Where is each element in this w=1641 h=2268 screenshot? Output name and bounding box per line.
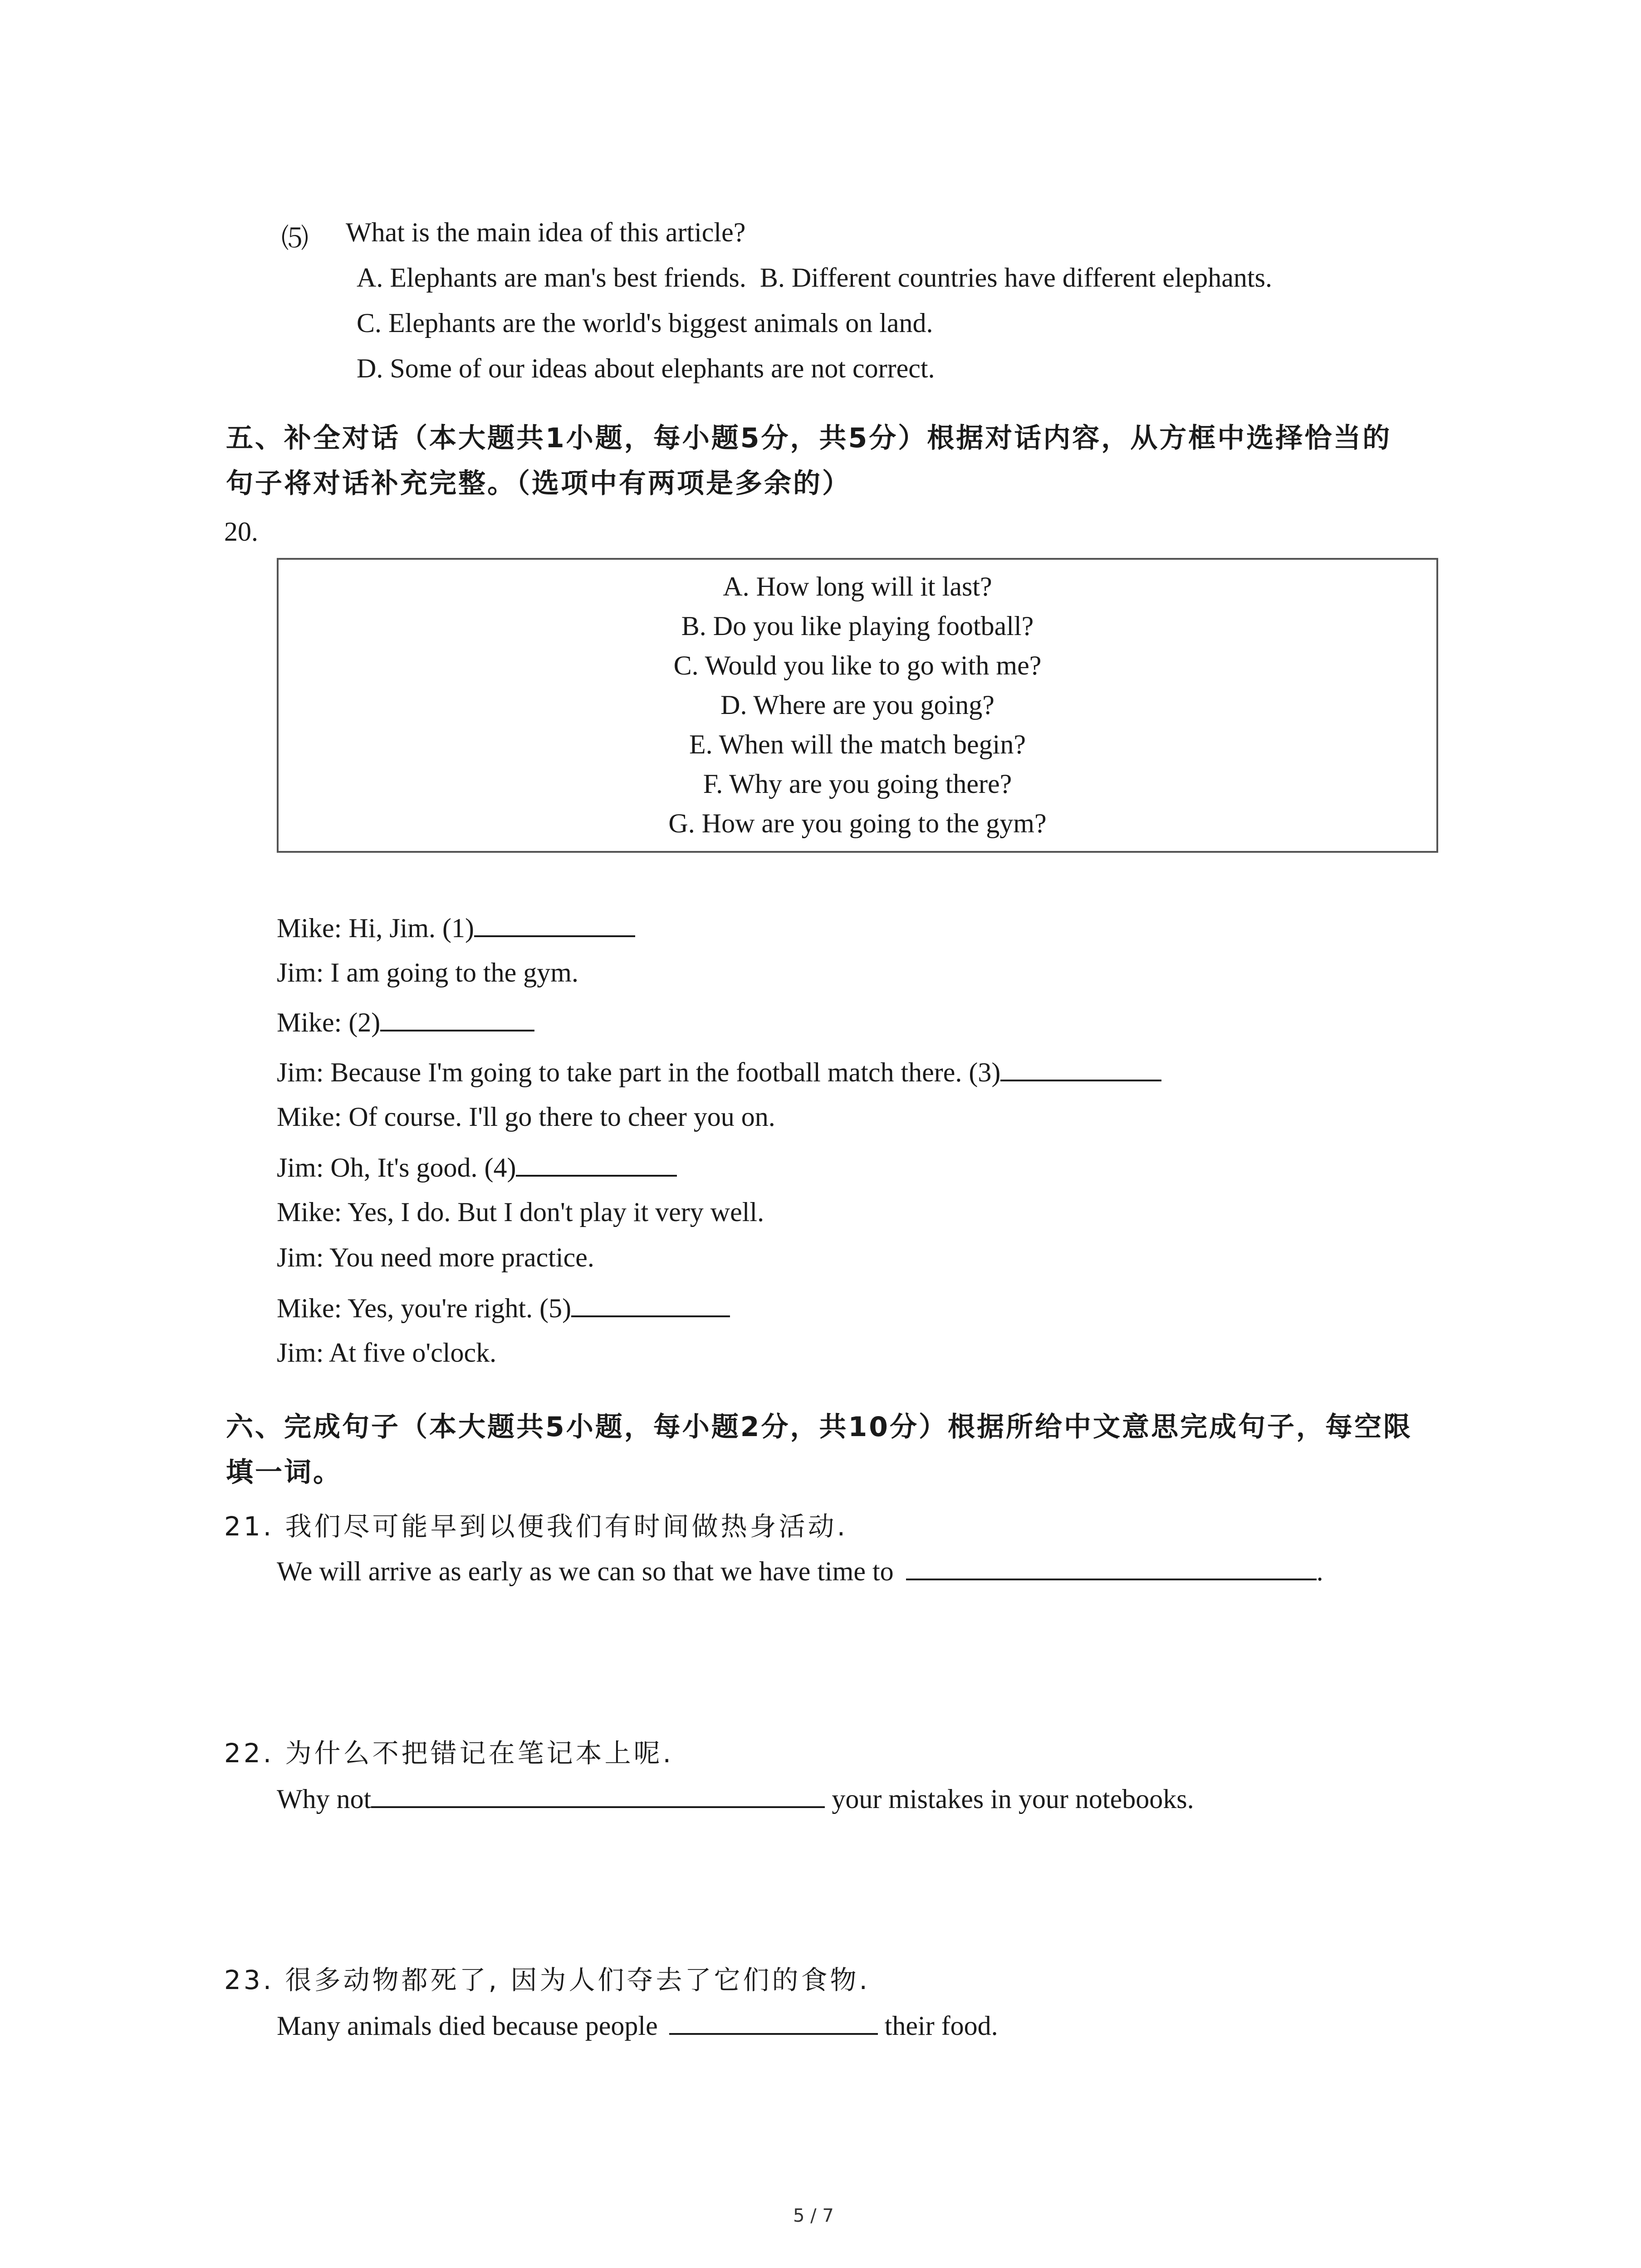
sentence-text: Many animals died because people	[277, 2011, 658, 2041]
answer-blank-4[interactable]	[516, 1151, 677, 1177]
option-a-and-b	[357, 262, 1272, 293]
option-c: C. Elephants are the world's biggest animals on land.	[357, 308, 933, 338]
sentence-text: Why not	[277, 1784, 372, 1814]
sentence-text: their food.	[884, 2011, 998, 2041]
question-23-english	[277, 2009, 998, 2042]
section-5-heading-line-1: 五、补全对话（本大题共1小题，每小题5分，共5分）根据对话内容，从方框中选择恰当的	[226, 422, 1392, 454]
options-box	[277, 558, 1438, 853]
box-option-d: D. Where are you going?	[720, 690, 994, 720]
answer-blank-2[interactable]	[380, 1006, 534, 1031]
option-b: B. Different countries have different elephants.	[759, 263, 1272, 293]
answer-blank-23[interactable]	[669, 2009, 878, 2035]
option-d: D. Some of our ideas about elephants are not correct.	[357, 353, 935, 383]
answer-blank-1[interactable]	[474, 912, 635, 937]
answer-blank-21[interactable]	[906, 1555, 1317, 1580]
option-a: A. Elephants are man's best friends.	[357, 263, 746, 293]
section-6-heading-line-2: 填一词。	[226, 1457, 342, 1488]
dialogue-line-3	[277, 1006, 534, 1038]
box-option-a: A. How long will it last?	[723, 572, 992, 601]
dialogue-line-2: Jim: I am going to the gym.	[277, 958, 578, 987]
question-22-english	[277, 1783, 1194, 1815]
answer-blank-5[interactable]	[571, 1292, 730, 1317]
box-option-b: B. Do you like playing football?	[681, 611, 1034, 641]
section-5-heading-line-2: 句子将对话补充完整。（选项中有两项是多余的）	[226, 468, 851, 499]
question-21-english	[277, 1555, 1323, 1587]
answer-blank-22[interactable]	[371, 1783, 825, 1808]
question-19-5-text: What is the main idea of this article?	[346, 217, 746, 247]
sentence-text: your mistakes in your notebooks.	[832, 1784, 1194, 1814]
dialogue-line-6	[277, 1151, 677, 1183]
page-number: 5 / 7	[793, 2205, 834, 2226]
sentence-text: We will arrive as early as we can so that we have time to	[277, 1556, 894, 1586]
dialogue-text: Mike: Yes, you're right. (5)	[277, 1293, 572, 1323]
question-23-chinese: 23. 很多动物都死了, 因为人们夺去了它们的食物.	[224, 1965, 870, 1995]
section-6-heading-line-1: 六、完成句子（本大题共5小题，每小题2分，共10分）根据所给中文意思完成句子，每空限	[226, 1411, 1412, 1443]
dialogue-line-7: Mike: Yes, I do. But I don't play it very well.	[277, 1197, 764, 1227]
question-22-chinese: 22. 为什么不把错记在笔记本上呢.	[224, 1738, 674, 1769]
dialogue-line-5: Mike: Of course. I'll go there to cheer you on.	[277, 1102, 775, 1132]
box-option-f: F. Why are you going there?	[703, 769, 1012, 799]
dialogue-text: Mike: (2)	[277, 1007, 381, 1037]
dialogue-line-10: Jim: At five o'clock.	[277, 1338, 497, 1368]
dialogue-line-8: Jim: You need more practice.	[277, 1242, 594, 1272]
dialogue-line-1	[277, 912, 635, 944]
question-20-number: 20.	[224, 517, 258, 547]
dialogue-text: Mike: Hi, Jim. (1)	[277, 913, 474, 943]
sentence-end: .	[1316, 1556, 1323, 1586]
box-option-c: C. Would you like to go with me?	[673, 650, 1042, 680]
box-option-e: E. When will the match begin?	[689, 729, 1026, 759]
dialogue-text: Jim: Because I'm going to take part in the football match there. (3)	[277, 1057, 1001, 1087]
dialogue-line-4	[277, 1056, 1161, 1088]
dialogue-line-9	[277, 1292, 730, 1324]
question-21-chinese: 21. 我们尽可能早到以便我们有时间做热身活动.	[224, 1511, 848, 1542]
answer-blank-3[interactable]	[1000, 1056, 1161, 1081]
box-option-g: G. How are you going to the gym?	[668, 808, 1047, 838]
question-19-5-number: ⑸	[281, 224, 309, 254]
dialogue-text: Jim: Oh, It's good. (4)	[277, 1153, 516, 1183]
